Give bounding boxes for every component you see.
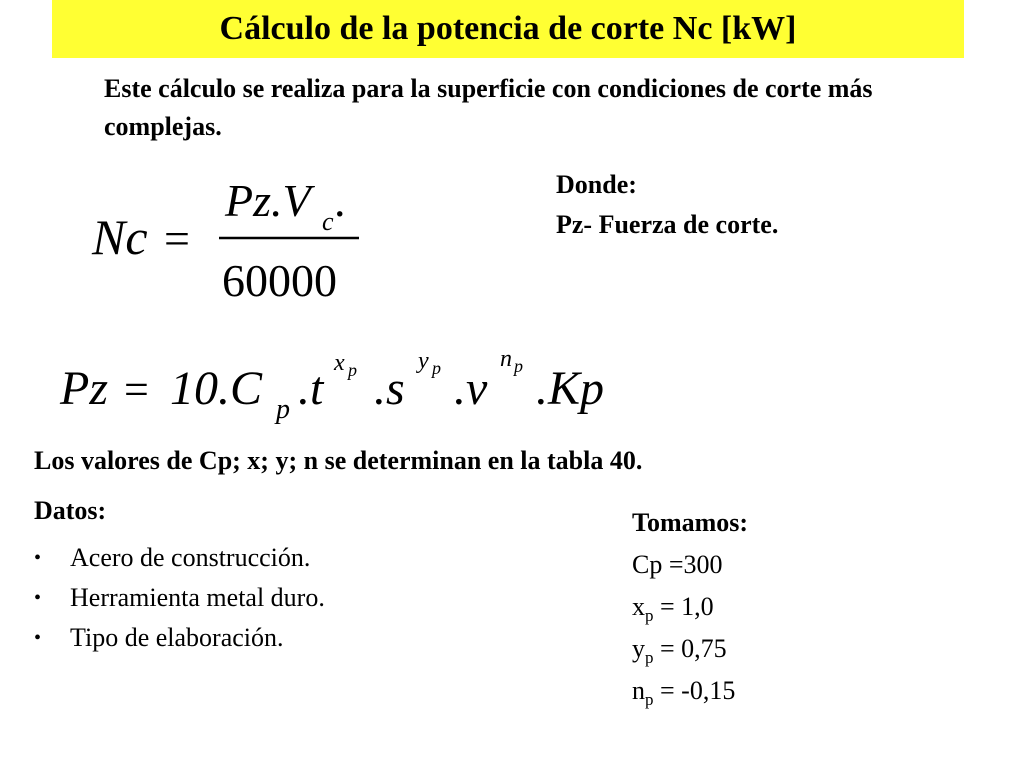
xp-symbol: x <box>632 592 645 621</box>
pz-v-exp-sub: p <box>514 356 523 376</box>
page-title: Cálculo de la potencia de corte Nc [kW] <box>219 10 797 47</box>
nc-numerator-sub: c <box>322 207 334 236</box>
bullet-icon: • <box>34 627 42 649</box>
yp-subscript: p <box>645 648 654 667</box>
pz-coef-sub: p <box>276 394 290 425</box>
formula-nc <box>82 168 382 308</box>
pz-s: .s <box>374 362 405 415</box>
datos-item-label: Herramienta metal duro. <box>70 583 325 612</box>
np-symbol: n <box>632 676 645 705</box>
tomamos-yp <box>632 628 748 670</box>
nc-lhs: Nc <box>92 209 148 265</box>
tomamos-block <box>632 502 748 712</box>
tomamos-xp <box>632 586 748 628</box>
tomamos-np <box>632 670 748 712</box>
datos-list <box>34 538 325 658</box>
formula-pz <box>58 340 658 430</box>
xp-value: = 1,0 <box>653 592 714 621</box>
pz-s-exp-sub: p <box>432 358 441 378</box>
pz-v-exp: n <box>500 346 512 372</box>
title-banner <box>52 0 964 58</box>
pz-t-exp-sub: p <box>348 360 357 380</box>
np-value: = -0,15 <box>653 676 736 705</box>
pz-equals: = <box>124 365 149 414</box>
yp-symbol: y <box>632 634 645 663</box>
donde-heading: Donde: <box>556 170 637 199</box>
list-item <box>34 618 325 658</box>
pz-lhs: Pz <box>60 362 108 415</box>
pz-s-exp: y <box>418 348 429 374</box>
np-subscript: p <box>645 690 654 709</box>
table-note: Los valores de Cp; x; y; n se determinan en la tabla 40. <box>34 446 643 475</box>
pz-v: .v <box>454 362 488 415</box>
nc-numerator-dot: . <box>334 175 346 226</box>
nc-equals: = <box>164 213 190 264</box>
donde-block <box>556 165 778 245</box>
intro-text: Este cálculo se realiza para la superficie con condiciones de corte más complejas. <box>104 74 873 141</box>
datos-heading: Datos: <box>34 496 107 525</box>
tomamos-heading: Tomamos: <box>632 508 749 537</box>
nc-denominator: 60000 <box>222 255 337 306</box>
list-item <box>34 538 325 578</box>
pz-kp: .Kp <box>536 362 605 415</box>
pz-coef: 10.C <box>170 362 263 415</box>
list-item <box>34 578 325 618</box>
yp-value: = 0,75 <box>653 634 727 663</box>
pz-t-exp: x <box>334 350 345 376</box>
donde-definition: Pz- Fuerza de corte. <box>556 210 779 239</box>
bullet-icon: • <box>34 547 42 569</box>
xp-subscript: p <box>645 606 654 625</box>
datos-item-label: Tipo de elaboración. <box>70 623 284 652</box>
bullet-icon: • <box>34 587 42 609</box>
pz-t: .t <box>298 362 324 415</box>
datos-item-label: Acero de construcción. <box>70 543 311 572</box>
nc-numerator: Pz.V <box>225 175 311 226</box>
tomamos-cp: Cp =300 <box>632 550 723 579</box>
